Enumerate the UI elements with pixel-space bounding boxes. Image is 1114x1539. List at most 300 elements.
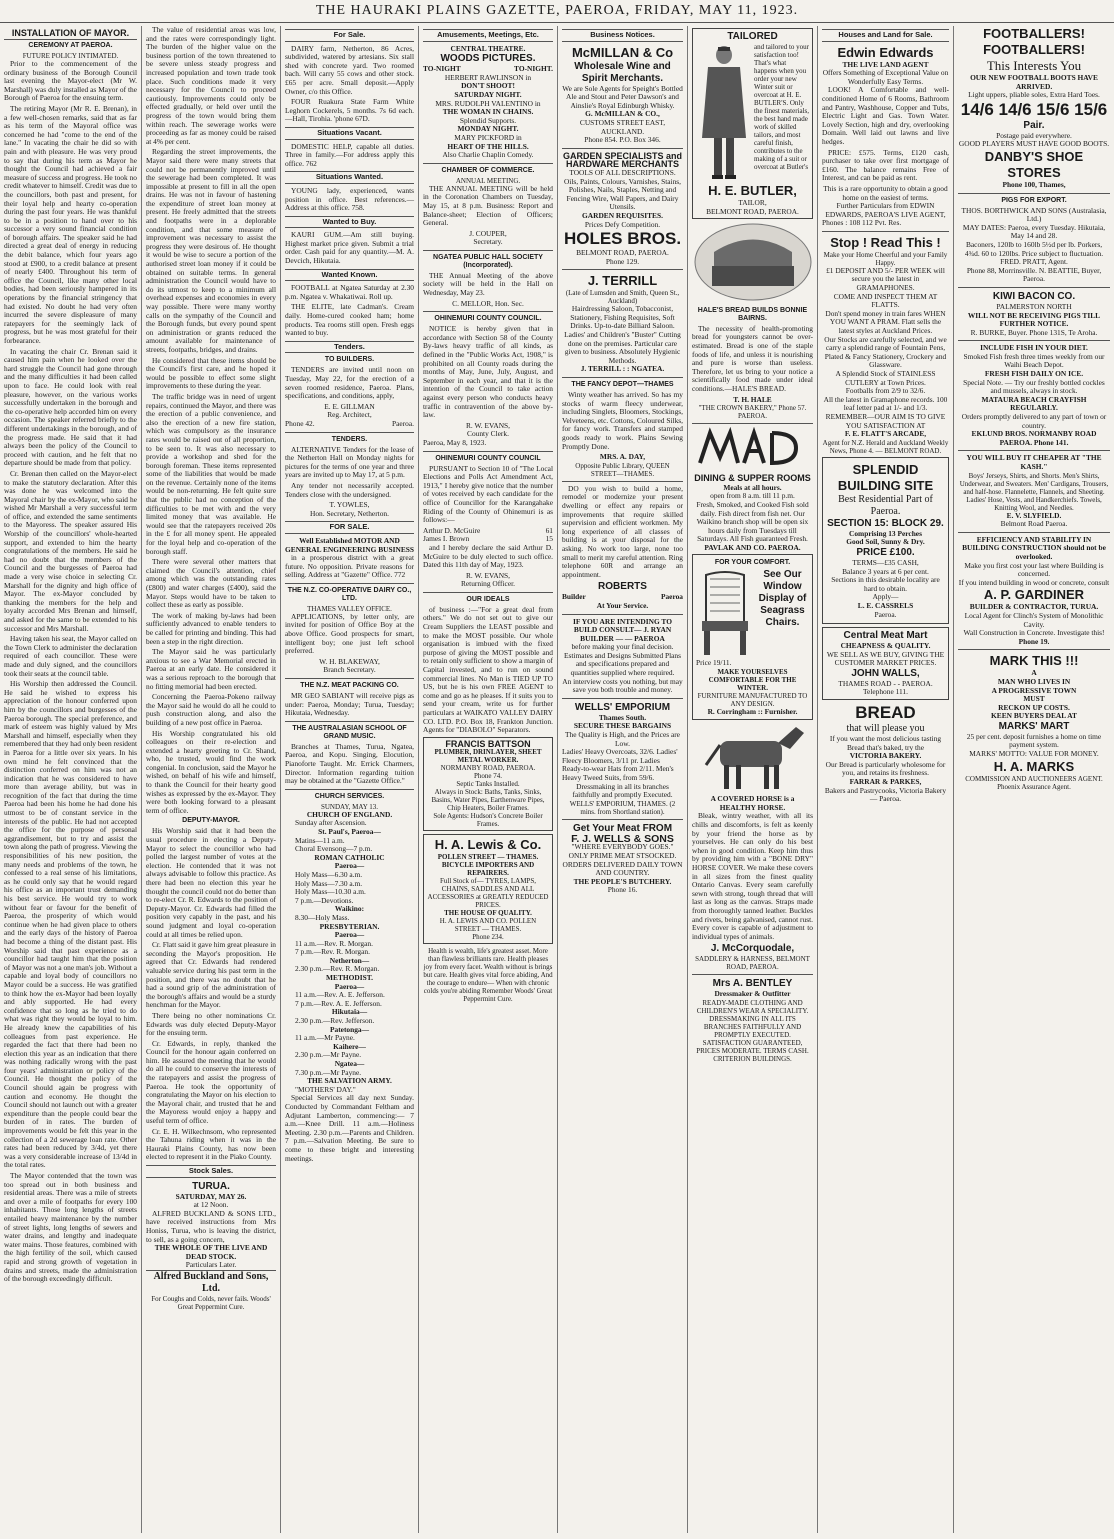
- heart: HEART OF THE HILLS.: [447, 141, 529, 151]
- please: that will please you: [846, 723, 925, 735]
- church-service-line: Paeroa—: [334, 981, 365, 991]
- evans-title: County Clerk.: [467, 429, 509, 439]
- ryan-final: before making your final decision.: [571, 642, 674, 652]
- gillman-place: Paeroa.: [392, 418, 414, 428]
- walls-phone: Telephone 111.: [863, 687, 908, 697]
- deputy-paragraph: Cr. E. H. Wilkechnsom, who represented the Tahuna riding when it was in the Hauraki Plains County, has now been elected to represent it in the Piako County.: [146, 1126, 276, 1162]
- ohin2-b: and I hereby declare the said Arthur D. McGuire to be duly elected to such office. Dated this 11th day of May, 1923.: [423, 542, 553, 570]
- mark-line: A PROGRESSIVE TOWN: [991, 685, 1077, 695]
- article-body: [4, 60, 137, 1284]
- mellor: C. MELLOR, Hon. Sec.: [452, 298, 524, 308]
- ohinemuri-ad: NOTICE is hereby given that in accordance with Section 58 of the County By-laws heavy traffic of all kinds, as defined in the "Public Works Act, 1908," is prohibited on all County roads during the months of May, June, July, August, and September in each year, and that it is the intention of the Council to take action against every person who conducts heavy traffic in contravention of the above by-law.: [423, 324, 553, 420]
- cutlery: A Splendid Stock of STAINLESS CUTLERY at Town Prices.: [835, 369, 936, 387]
- ohinemuri2-ad: PURSUANT to Section 10 of "The Local Elections and Polls Act Amendment Act, 1913," I hereby give notice that the number of votes received by each candidate for the office of Councillor for the Karangahake Riding of the County of Ohinemuri is as follows:—: [423, 463, 553, 525]
- evans: R. W. EVANS,: [465, 420, 510, 430]
- mark-line: MAN WHO LIVES IN: [997, 676, 1071, 686]
- church-service-line: 8.30—Holy Mass.: [295, 912, 350, 922]
- lewis-phone: Phone 234.: [472, 933, 504, 942]
- article-paragraph: His Worship then addressed the Council. He said he wished to express his appreciation of the honour conferred upon him by the councillors and burgesses of the Paeroa borough. The special preference, and mark of esteem was highly valued by Mrs Marshall and himself, especially when they remembered that they had only been resident in Paeroa for a little over six years. In his own mind he felt convinced that the distinction conferred on him was not an indication that he was considered to have more than average ability, but was in recognition of the fact that during the time Paeroa had been his home he had done his utmost to be of constant service in the interests of the public. He had not accepted the office for the purpose of personal aggrandisement, but to try and assist the town along the path of progress. Viewing the responsibilities of his new position, the many needs and problems of the town, he confessed to a real sense of his limitations, as he could only say that he would regard his office as an important trust demanding his best service. He would try to work without fear or favour for the benefit of Paeroa, the prosperity of which would continue when he had given place to others and the early days of the history of Paeroa had become a thing of the distant past. His Worship said that past experience as a councillor had taught him that the position of Mayor was not a one man's job. Without a capable and loyal body of councillors no Mayor could be a success. He was gratified to think how the ex-Mayor had been loyally and ably supported. He had every confidence that so long as he tried to do what was right they would be loyal to him. He already knew the capabilities of his colleagues from past experience. He regarded the fact that there had been no election this year as an indication that there was nothing radically wrong with the past four years' administration or policy of the Council. He thought the policy of the Council should again be progress with caution and economy. He thought the Council should not launch out with a greater expenditure than the people could bear the burden of in rates. The burden of improvements would be felt this year in the collection of a 2d sewerage loan rate. Other rates had been reduced by 3/4d, yet there was a very considerable increase of 13/4d in the total rates.: [4, 679, 137, 1170]
- evans2-title: Returning Officer.: [460, 579, 516, 589]
- marks-mart: MARKS' MART: [998, 720, 1070, 732]
- live-agent: THE LIVE LAND AGENT: [842, 59, 929, 69]
- gillman-title: Reg. Architect,: [327, 410, 372, 420]
- makesure: Make you first cost your last where Building is concerned.: [964, 560, 1104, 579]
- instock: Always in Stock: Baths, Tanks, Sinks, Basins, Water Pipes, Earthenware Pipes, Chip Heaters, Boiler Frames.: [431, 788, 545, 813]
- offers: Offers Something of Exceptional Value on Wonderfully Easy Terms.: [822, 68, 949, 86]
- article-continued: [146, 26, 276, 815]
- players: GOOD PLAYERS MUST HAVE GOOD BOOTS.: [958, 139, 1110, 149]
- tailored: TAILORED: [727, 31, 778, 42]
- church-date: SUNDAY, MAY 13.: [320, 802, 379, 811]
- ifyou: If you intend building in wood or concrete, consult: [958, 577, 1110, 587]
- kash-items: Boys' Jerseys, Shirts, and Shorts. Men's Shirts, Underwear, and Sweaters. Men' Cardigans, Trousers, and half-hose. Flannelette, Flannels, and Sheeting. Ladies' Hose, Vests, and Handkerchiefs. Towels, Knitting Wool, and Needles.: [959, 471, 1109, 512]
- sit-wanted-heading: Situations Wanted.: [285, 171, 414, 184]
- commerce-ad: THE ANNUAL MEETING will be held in the Coronation Chambers on Tuesday, May 15, at 8 p.m. Business: Report and Balance-sheet; Election of Officers; General.: [423, 183, 553, 228]
- marks-deposit: 25 per cent. deposit furnishes a home on time payment system.: [966, 731, 1102, 750]
- church-service-line: Hikutaia—: [331, 1007, 368, 1017]
- prices-defy: Prices Defy Competition.: [584, 219, 661, 229]
- gardiner-wall: Wall Construction in Concrete. Investigate this!: [963, 628, 1105, 638]
- footballers: FOOTBALLERS! FOOTBALLERS!: [983, 26, 1085, 57]
- splendid: SPLENDID BUILDING SITE: [837, 461, 934, 493]
- ryan-sub: BUILDER — — PAEROA: [580, 633, 665, 643]
- headline: INSTALLATION OF MAYOR.: [4, 28, 137, 40]
- battson-sub: PLUMBER, DRINLAYER, SHEET METAL WORKER.: [434, 748, 542, 765]
- kiwi-sub: PALMERSTON NORTH: [996, 301, 1072, 311]
- latest: All the latest in Gramaphone records. 100 leaf letter pad at 1/- and 1/3.: [823, 394, 948, 413]
- ideals-heading: OUR IDEALS: [466, 595, 510, 603]
- column-5: [558, 26, 688, 1533]
- terms: TERMS—£35 CASH,: [852, 557, 919, 567]
- valentino: MRS. RUDOLPH VALENTINO in: [435, 98, 541, 108]
- lewis-box: [423, 834, 553, 944]
- butler: H. E. BUTLER,: [708, 183, 797, 198]
- corringham: R. Corringham :: Furnisher.: [707, 707, 798, 717]
- battson-addr: NORMANBY ROAD, PAEROA.: [440, 764, 536, 773]
- church-service-line: Choral Evensong—7 p.m.: [295, 844, 373, 854]
- article-paragraph: Regarding the street improvements, the Mayor said there were many streets that could not be permanently improved until the sewerage had been completed. It was impossible at present to fill in all the open drains. He was not in favour of hastening the expenditure of street loan money at present. He freely admitted that the streets and footpaths were in a deplorable condition, and that some measure of improvement was necessary to assist the progress they were desirous of. He thought it would be wise to secure a portion of the authorised street loan money if it could be obtained on suitable terms. In general administration the Council would have to do its utmost to keep to a minimum all overhead expenses and economies in every way possible. There were many worthy calls on the sympathy of the Council and the Borough funds, but every pound spent on administration or grants reduced the amount available for maintenance of streets, footpaths, bridges, and drains.: [146, 147, 276, 354]
- church-service-line: Ngatea—: [334, 1059, 365, 1068]
- church-service-line: Waikino:: [334, 904, 365, 914]
- wells-heading: WELLS' EMPORIUM: [574, 701, 671, 713]
- church-service-line: 2.30 p.m.—Rev. Jefferson.: [295, 1016, 375, 1026]
- column-8: [954, 26, 1114, 1533]
- ohinemuri-heading: OHINEMURI COUNTY COUNCIL.: [434, 315, 542, 323]
- rawlinson: HERBERT RAWLINSON in: [444, 72, 532, 82]
- apply: Apply—: [872, 592, 899, 602]
- stock-place: TURUA.: [192, 1180, 230, 1192]
- article-paragraph: He considered that these items should be the Council's first care, and he hoped it would be possible to effect some slight improvements to these during the year.: [146, 355, 276, 391]
- tailored-text: and tailored to your satisfaction too! That's what happens when you order your new Winter suit or overcoat at H. E. BUTLER'S. Only the finest materials, the best hand made work of skilled tailors, and most careful finish, contributes to the making of a suit or overcoat at Butler's: [754, 43, 810, 171]
- wells-foot: WELLS' EMPORIUM, THAMES. (2 mins. from Shortland station).: [569, 799, 676, 816]
- shoot: DON'T SHOOT!: [461, 81, 515, 91]
- dining-heading: DINING & SUPPER ROOMS: [694, 472, 811, 483]
- tenders2-heading: TENDERS.: [331, 435, 368, 443]
- armchair-illustration: [692, 222, 814, 302]
- at-service: At Your Service.: [596, 600, 649, 610]
- annual: ANNUAL MEETING.: [455, 176, 521, 185]
- theatre: CENTRAL THEATRE.: [450, 43, 526, 53]
- tailor: TAILOR,: [738, 198, 767, 207]
- sit-vacant-heading: Situations Vacant.: [285, 127, 414, 140]
- ruakura-ad: FOUR Ruakura State Farm White Leghorn Cockerels, 5 months. 7s 6d each.—Hall, Tirohia. 'phone 67D.: [285, 97, 414, 124]
- baconers: Baconers, 120lb to 160lb 5½d per lb. Porkers, 4¾d. 60 to 120lbs. Price subject to fluctuation.: [964, 239, 1104, 258]
- terrill-body: Hairdressing Saloon, Tobacconist, Stationery, Fishing Requisites, Soft Drinks. Up-to-date Billiard Saloon. Ladies' and Children's "Buster" Cutting done on the premises. Particular care given to business. Absolutely Hygienic Methods.: [564, 304, 681, 365]
- gardiner-phone: Phone 19.: [1018, 636, 1050, 646]
- votes-list: [423, 527, 553, 544]
- flatt-sub: Agent for N.Z. Herald and Auckland Weekly News, Phone 4. — BELMONT ROAD.: [822, 438, 949, 455]
- article-paragraph: Cr. Brenan then called on the Mayor-elect to make the statutory declaration. After this was done he was welcomed into the Mayoral chair by the ex-Mayor, who said he wished Mr Marshall a very successful term of office, and extended the same sentiments to the Mayoress. The speaker assured His Worship of the councillors' whole-hearted support, and extended to him the hearty congratulations of the members. He said he had no doubt that the members of the Council and the burgesses of Paeroa had made a very wise choice in selecting Cr. Marshall for the dignity and high office of Mayor. The ex-Mayor concluded by thanking the members for the help and loyalty accorded Mrs Brenan and himself, and asked for the same to be extended to his successor and Mrs Marshall.: [4, 468, 137, 633]
- interests: This Interests You: [986, 58, 1082, 73]
- column-2: [142, 26, 281, 1533]
- comfort-box: [692, 554, 813, 719]
- mc-addr: CUSTOMS STREET EAST, AUCKLAND.: [579, 117, 666, 136]
- tonight-left: TO-NIGHT: [423, 64, 461, 74]
- postage: Postage paid everywhere.: [996, 130, 1072, 140]
- ice: FRESH FISH DAILY ON ICE.: [984, 369, 1084, 379]
- vote-count: 61: [545, 525, 553, 535]
- interview: An interview costs you nothing, but may save you both trouble and money.: [562, 676, 683, 695]
- holes: HOLES BROS.: [563, 229, 682, 249]
- danby-phone: Phone 100, Thames,: [1002, 179, 1066, 189]
- church-service-line: PRESBYTERIAN.: [319, 921, 380, 931]
- smoked: Smoked Fish fresh three times weekly from our Waihi Beach Depot.: [963, 351, 1105, 370]
- cassrels: L. E. CASSRELS: [857, 600, 914, 610]
- health: Health is wealth, life's greatest asset. More than flawless brilliants rare. Health pleases joy from every facet. Wealth without is brings but care. Health gives vital force abiding, And the courage to endure— When with chronic colds you're abiding Remember Woods' Great Peppermint Cure.: [423, 947, 553, 1004]
- fresh: Fresh, Smoked, and Cooked Fish sold daily. Fish direct from fish net. Our Waikino branch shop will be open six hours daily from Tuesdays till Saturdays. All Fish guaranteed Fresh.: [696, 499, 809, 544]
- church-service-line: Netherton—: [329, 955, 370, 965]
- cosier: MAKE YOURSELVES COMFORTABLE FOR THE WINTER.: [708, 668, 797, 693]
- wholesale: Wholesale Wine and Spirit Merchants.: [574, 60, 671, 84]
- ohin-date: Paeroa, May 8, 1923.: [423, 437, 487, 447]
- church-list: [285, 811, 414, 1095]
- quality-high: The Quality is High, and the Prices are Low.: [565, 730, 680, 748]
- site-box: [822, 457, 949, 624]
- fj-wells: F. J. WELLS & SONS: [571, 832, 674, 845]
- mark-line: MUST: [1023, 694, 1045, 704]
- footballs: Footballs from 2/9 to 32/6.: [845, 386, 926, 396]
- deposit: £1 DEPOSIT AND 5/- PER WEEK will secure you the latest in GRAMAPHONES.: [826, 265, 945, 293]
- business-heading: Business Notices.: [562, 29, 683, 42]
- maydates: MAY DATES: Paeroa, every Tuesday. Hikutaia, May 14 and 28.: [962, 222, 1106, 241]
- meat-heading: THE N.Z. MEAT PACKING CO.: [300, 682, 399, 690]
- gardiner-agent: Local Agent for Clinch's System of Monolithic Cavity.: [964, 610, 1104, 629]
- lewis-foot: H. A. LEWIS AND CO. POLLEN STREET — THAMES.: [439, 917, 537, 934]
- mark-lines: [958, 669, 1110, 721]
- column-6: [688, 26, 818, 1533]
- terrill-sig: J. TERRILL : : NGATEA.: [580, 364, 665, 374]
- church-service-line: Sunday after Ascension.: [295, 818, 367, 828]
- tenders2-b: Any tender not necessarily accepted. Tenders close with the undersigned.: [285, 480, 414, 499]
- music-heading: THE AUSTRALASIAN SCHOOL OF GRAND MUSIC.: [292, 724, 407, 740]
- mad-logo-illustration: [692, 427, 814, 469]
- mark-line: A: [1031, 668, 1037, 678]
- to-builders-heading: TO BUILDERS.: [324, 356, 375, 364]
- terrill: J. TERRILL: [587, 273, 658, 289]
- church-service-line: METHODIST.: [326, 973, 373, 983]
- stock-foot: For Coughs and Colds, never fails. Woods' Great Peppermint Cure.: [151, 1294, 271, 1311]
- pickford: MARY PICKFORD in: [454, 132, 522, 142]
- kash: YOU WILL BUY IT CHEAPER AT "THE KASH.": [966, 453, 1102, 471]
- saturday: SATURDAY NIGHT.: [454, 89, 522, 99]
- central: Central Meat Mart: [843, 630, 928, 642]
- evans2: R. W. EVANS,: [465, 570, 510, 580]
- tenders2-ad: ALTERNATIVE Tenders for the lease of the Netherton Hall on Monday nights for pictures for the terms of one year and three years are invited up to May 17, at 5 p.m.: [285, 444, 414, 480]
- look: LOOK! A Comfortable and well-conditioned Home of 6 Rooms, Bathroom and Pantry, Washhouse, Copper and Tubs, Electric Light and Gas. Town Water. Lovely Section, high and dry, overlooking Domain. Well laid out lawns and live hedges.: [822, 85, 949, 146]
- coop-ad: APPLICATIONS, by letter only, are invited for position of Office Boy at the above Office. Good prospects for smart, intelligent boy; one just left school preferred.: [285, 611, 414, 656]
- church-service-line: 11 a.m.—Rev. R. Morgan.: [295, 938, 373, 948]
- cheap: CHEAPNESS & QUALITY.: [840, 641, 931, 651]
- walls-addr: THAMES ROAD - - PAEROA.: [838, 678, 933, 688]
- bread: BREAD: [855, 703, 916, 723]
- church-service-line: St. Paul's, Paeroa—: [318, 826, 381, 836]
- wanted-known-heading: Wanted Known.: [285, 269, 414, 282]
- wanted-to-buy-heading: Wanted to Buy.: [285, 216, 414, 229]
- flatt: F. E. FLATT'S ARCADE,: [844, 429, 927, 439]
- battson: FRANCIS BATTSON: [445, 738, 531, 749]
- slyfield: E. V. SLYFIELD.: [1006, 510, 1062, 520]
- further: Further Particulars from EDWIN EDWARDS, PAEROA'S LIVE AGENT,: [825, 201, 946, 219]
- wells-sub: Thames South.: [598, 712, 647, 722]
- article-paragraph: Concerning the Paeroa-Pokeno railway the Mayor said he would do all he could to push construction along, and also the building of a new post office in Paeroa.: [146, 692, 276, 727]
- mc-phone: Phone 854. P.O. Box 346.: [584, 135, 661, 145]
- bargains: SECURE THESE BARGAINS: [573, 721, 672, 731]
- article-paragraph: In vacating the chair Cr. Brenan said it caused him pain when he looked over the hard struggle the Council had gone through and the many difficulties it had been called upon to face. He could look with real pleasure, however, on the various works successfully undertaken in the borough and the co-operative help accorded him on every occasion. The speaker referred briefly to the different undertakings in the borough, and of the progress made. He said that it had always been the policy of the Council to proceed with caution, and he felt that no departure should be made from that policy.: [4, 346, 137, 468]
- church-service-line: 11 a.m.—Mr Payne.: [295, 1033, 355, 1043]
- pavlak: PAVLAK AND CO. PAEROA.: [704, 542, 801, 552]
- get-meat: Get Your Meat FROM: [572, 822, 673, 834]
- pratt-phone: Phone 88, Morrinsville. N. BEATTIE, Buyer, Paeroa.: [966, 265, 1102, 284]
- borthwick: THOS. BORTHWICK AND SONS (Australasia, Ltd.): [961, 205, 1107, 224]
- garden-req: GARDEN REQUISITES.: [582, 210, 663, 220]
- price-100: PRICE £100.: [856, 546, 915, 558]
- kiwi: KIWI BACON CO.: [992, 290, 1076, 302]
- sole: Sole Agents: Hudson's Concrete Boiler Frames.: [433, 812, 543, 829]
- vote-count: 15: [545, 534, 553, 544]
- comfort-heading: FOR YOUR COMFORT.: [714, 559, 791, 567]
- mark-line: RECKON UP COSTS.: [998, 702, 1070, 712]
- vote-name: James I. Brown: [423, 534, 470, 544]
- football-ad: FOOTBALL at Ngatea Saturday at 2.30 p.m. Ngatea v. Whakatiwai. Roll up.: [285, 283, 414, 301]
- section: SECTION 15: BLOCK 29.: [827, 517, 944, 529]
- pair: Pair.: [1023, 119, 1045, 131]
- church-service-line: 11 a.m.—Rev. A. E. Jefferson.: [295, 990, 385, 1000]
- stock-sales-heading: Stock Sales.: [146, 1165, 276, 1178]
- salvation-ad: Special Services all day next Sunday. Conducted by Commandant Feltham and Adjutant Lamberton, commencing:— 7 a.m.—Knee Drill. 11 a.m.—Holiness Meeting. 2.30 p.m.—Parents and Children. 7 p.m.—Salvation Meeting. Be sure to come to these bright and interesting meetings.: [285, 1093, 414, 1163]
- chair-price: Price 19/11.: [696, 658, 732, 668]
- sections: Sections in this desirable locality are hard to obtain.: [831, 575, 940, 593]
- bentley: Mrs A. BENTLEY: [712, 978, 793, 990]
- stock-caps: THE WHOLE OF THE LIVE AND DEAD STOCK.: [154, 1243, 268, 1261]
- monday: MONDAY NIGHT.: [457, 124, 519, 134]
- roberts-body: DO you wish to build a home, remodel or modernize your present dwelling or effect any repairs or improvements that require skilled supervision and efficient workmen. My long experience of all classes of building is at your disposal for the asking. No work too large, none too small to merit my careful attention. Ring telephone 60R and arrange an appointment.: [562, 483, 683, 579]
- column-3: [281, 26, 419, 1533]
- sell: WE SELL AS WE BUY, GIVING THE CUSTOMER MARKET PRICES.: [826, 649, 945, 668]
- ideals-ad: of business :—"For a great deal from others." We do not set out to give our Cream Suppliers the LEAST possible and to make the MOST possible. Our whole organisation is imbued with the fixed purpose of giving the MOST possible and to retain only sufficient to show a margin of Capital invested, and to run on sound commercial lines. No Man is TIED UP TO US, but he is his own FREE AGENT to come and go as he pleases. If it suits you to send your cream, write us for further particulars at WAIKATO VALLEY DAIRY CO. LTD. P.O. Box 18, Frankton Junction. Agents for "DIABOLO" Separators.: [423, 604, 553, 735]
- stock-date: SATURDAY, MAY 26.: [175, 1191, 247, 1201]
- deputy-paragraph: Cr. Edwards, in reply, thanked the Council for the honour again conferred on him. He assured the meeting that he would do all he could to conserve the interests of the ratepayers and assist the progress of Paeroa. He took the opportunity of congratulating the Mayor on his election to the Mayoral chair, and trusted that he and the Mayoress would enjoy a happy and useful term of office.: [146, 1038, 276, 1126]
- orders: ORDERS DELIVERED DAILY TOWN AND COUNTRY.: [562, 859, 683, 878]
- article-paragraph: The Mayor contended that the town was too spread out in both business and residential areas. There was a mile of streets and over a mile of footpaths for every 100 inhabitants. Those long lengths of streets entailed heavy maintenance by the number of street lights, long lengths of sewers and water drains, and lengthy and inadequate water mains. Those features, combined with the high fertility of the soil, which caused rapid and strong growth of vegetation in drains and streets, made the administration of the borough exceedingly difficult.: [4, 1171, 137, 1284]
- dairy-farm-ad: DAIRY farm, Netherton, 86 Acres, subdivided, watered by artesians. Six stall shed with concrete yard. Two roomed bach. Will carry 55 cows and other stock. £65 per acre. Small deposit.—Apply Owner, c/o this Office.: [285, 43, 414, 96]
- church-service-line: ROMAN CATHOLIC: [314, 852, 385, 862]
- church-service-line: Kaihere—: [333, 1041, 366, 1051]
- chains: THE WOMAN IN CHAINS.: [442, 107, 534, 117]
- to-builders-ad: TENDERS are invited until noon on Tuesday, May 22, for the erection of a seven roomed residence, Paeroa. Plans, specifications, and conditions, apply,: [285, 365, 414, 401]
- ryan-est: Estimates and Designs Submitted Plans and specifications prepared and quantities supplied where required.: [563, 650, 681, 678]
- gillman-footer: [285, 420, 414, 429]
- builder-label: Builder: [562, 592, 586, 602]
- bread-text-2: Our Bread is particularly wholesome for you, and retains its freshness.: [825, 759, 946, 778]
- church-service-line: 2.30 p.m.—Rev. R. Morgan.: [295, 964, 380, 974]
- rare: This is a rare opportunity to obtain a good home on the easiest of terms.: [823, 183, 948, 202]
- for-sale-2-heading: FOR SALE.: [285, 521, 414, 534]
- stock-firm: Alfred Buckland and Sons, Ltd.: [146, 1270, 276, 1295]
- farrar: FARRAR & PARKES,: [849, 777, 922, 787]
- wicker-chair-illustration: [696, 569, 754, 659]
- deputy-body: [146, 827, 276, 1162]
- quality: THE HOUSE OF QUALITY.: [444, 909, 532, 918]
- septic: Septic Tanks Installed.: [456, 780, 520, 789]
- pigs-heading: PIGS FOR EXPORT.: [1001, 196, 1067, 204]
- coop-heading: THE N.Z. CO-OPERATIVE DAIRY CO., LTD.: [287, 586, 412, 602]
- mark-line: KEEN BUYERS DEAL AT: [991, 711, 1077, 721]
- comfort-text: See Our Window Display of Seagrass Chairs.: [758, 569, 807, 629]
- horse: Bleak, wintry weather, with all its chills and discomforts, is felt as keenly by your friend the horse as by yourselves. He can only do his best when in good condition. Keep him thus by providing him with a "BONE DRY" HORSE COVER. We make these covers in all sizes from the finest quality Ontario Canvas. Every seam carefully sewn with strong, tough thread that will last as long as the canvas. Straps made from thoroughly tanned leather. Buckles and rivets, being galvanised, cannot rust. Every cover is capable of adjustment to individual types of animals.: [692, 811, 813, 941]
- crockery: Our Stocks are carefully selected, and we carry a splendid range of Fountain Pens, Plated & Fancy Stationery, Crockery and Glassware.: [824, 334, 947, 370]
- light: Light uppers, pliable soles, Extra Hard Toes.: [968, 90, 1100, 100]
- splendid: Splendid Supports.: [459, 115, 517, 125]
- stock-later: Particulars Later.: [185, 1260, 237, 1270]
- mccorq-sub: SADDLERY & HARNESS, BELMONT ROAD, PAEROA.: [695, 955, 810, 972]
- gardiner-sub: BUILDER & CONTRACTOR, TURUA.: [969, 602, 1099, 612]
- agents: We are Sole Agents for Speight's Bottled Ale and Stout and Peter Dawson's and Ainslie's Royal Edinburgh Whisky.: [562, 83, 683, 110]
- houses-heading: Houses and Land for Sale.: [822, 29, 949, 42]
- fj-phone: Phone 16.: [607, 885, 638, 895]
- prime: ONLY PRIME MEAT STSOCKED.: [568, 850, 677, 860]
- blakeway-title: Branch Secretary.: [323, 665, 376, 675]
- bicycle: BICYCLE IMPORTERS AND REPAIRERS.: [441, 861, 535, 878]
- remember: REMEMBER—OUR AIM IS TO GIVE YOU SATISFACTION AT: [825, 411, 946, 430]
- church-service-line: Matins—11 a.m.: [295, 835, 345, 845]
- ha-marks: H. A. MARKS: [993, 758, 1075, 774]
- orders: Orders promptly delivered to any part of town or country.: [961, 412, 1107, 430]
- balance: Balance 3 years at 6 per cent.: [842, 566, 929, 576]
- lewis-addr: POLLEN STREET — THAMES.: [437, 853, 539, 862]
- for-sale-heading: For Sale.: [285, 29, 414, 42]
- article-paragraph: The value of residential areas was low, and the rates were correspondingly light. The burden of the higher value on the business portion of the town threatened to be severe unless steady progress and increased population and town trade took place. Such conditions made it very necessary for the Council to proceed cautiously. Improvements could only be effected gradually, or held over until the progress of the town would bring them within reach. The sewerage works were proceeding as far as money could be raised at 4% per cent.: [146, 26, 276, 146]
- stock-time: at 12 Noon.: [193, 1200, 229, 1210]
- fish: INCLUDE FISH IN YOUR DIET.: [980, 343, 1088, 353]
- slyfield-addr: Belmont Road Paeroa.: [1000, 519, 1068, 529]
- marks-motto: MARKS' MOTTO: VALUE FOR MONEY.: [969, 749, 1099, 759]
- article-paragraph: The retiring Mayor (Mr R. E. Brenan), in a few well-chosen remarks, said that as far as his term of the Mayoral office was concerned he had "come to the end of the lane." In vacating the chair he did so with pain and with pleasure. He was very proud to say that during his term as Mayor he thought the Council had achieved a fair measure of success and progress. He took no credit whatever to himself. Credit was due to the councillors, both past and present, for their loyal help and hearty co-operation during the past four years. He was thankful to be in a position to hand over to his successor a very sound financial condition of borough affairs. The speaker said he had directed a great deal of energy in reducing the debit balance, which four years ago stood at £900, to a credit balance at present of nearly £400. Throughout his term of office the Council, like many other local bodies, had been seriously hampered in its operations by the financial stringency that had existed. No doubt he had very often incurred the severe displeasure of many ratepayers for the seemingly lack of progress, but he was most grateful for their forbearance.: [4, 103, 137, 345]
- boot-prices: 14/6 14/6 15/6 15/6: [960, 99, 1108, 119]
- pratt: FRED. PRATT, Agent.: [1000, 257, 1068, 267]
- battson-box: [423, 737, 553, 832]
- church-service-line: Paeroa—: [334, 930, 365, 940]
- tools: TOOLS OF ALL DESCRIPTIONS.: [569, 167, 676, 177]
- butchery: THE PEOPLE'S BUTCHERY.: [573, 876, 672, 886]
- meat-ad: MR GEO SABIANT will receive pigs as under: Paeroa, Monday; Turua, Tuesday; Hikutaia, Wednesday.: [285, 691, 414, 718]
- everybody: "WHERE EVERYBODY GOES.": [571, 842, 674, 852]
- motor-ad: in a prosperous district with a great future. No opposition. Private reasons for selling. Address at "Gazette" Office. 772: [285, 553, 414, 580]
- burke: R. BURKE, Buyer. Phone 131S, Te Aroha.: [970, 327, 1098, 337]
- hale-sub: "THE CROWN BAKERY," Phone 57. PAEROA.: [698, 404, 807, 421]
- butler-box: [692, 28, 813, 219]
- subhead: CEREMONY AT PAEROA.: [28, 42, 113, 49]
- ngatea-ad: THE Annual Meeting of the above society will be held in the Hall on Wednesday, May 23.: [423, 270, 553, 298]
- blakeway: W. H. BLAKEWAY,: [319, 656, 380, 666]
- goodsoil: Good Soil, Sunny & Dry.: [846, 537, 925, 547]
- music-ad: Branches at Thames, Turua, Ngatea, Paeroa, and Kopu. Singing, Elocution, Pianoforte Taught. Mr. Errick Charmers, Director. Information regarding tuition may be obtained at the "Gazette Office.": [285, 741, 414, 786]
- amusements-heading: Amusements, Meetings, Etc.: [423, 29, 553, 42]
- farrar-sub: Bakers and Pastrycooks, Victoria Bakery — Paeroa.: [824, 785, 947, 804]
- tenders-heading: Tenders.: [285, 341, 414, 354]
- church-service-line: CHURCH OF ENGLAND.: [306, 809, 393, 819]
- special: Special Note. — Try our freshly bottled cockles and mussels, always in stock.: [963, 377, 1105, 396]
- depot-heading: THE FANCY DEPOT—THAMES: [571, 381, 674, 389]
- horse-caption: A COVERED HORSE is a HEALTHY HORSE.: [710, 794, 795, 812]
- church-service-line: Holy Mass—6.30 a.m.: [295, 869, 363, 879]
- garden-heading: GARDEN SPECIALISTS and HARDWARE MERCHANTS: [562, 150, 682, 170]
- pram: Don't spend money in train fares WHEN YOU WANT A PRAM. Flatt sells the latest styles at Auckland Prices.: [825, 308, 946, 336]
- article-paragraph: The Mayor said he was particularly anxious to see a War Memorial erected in Paeroa at an early date. He considered it was a serious reproach to the borough that no fitting memorial had been erected.: [146, 647, 276, 691]
- mcmillan: McMILLAN & Co: [571, 44, 674, 60]
- article-paragraph: His Worship congratulated his old colleagues on their re-election and extended a hearty greeting to Cr. Shand, who, he trusted, would find the work congenial. In conclusion, said the Mayor he wished, on behalf of his wife and himself, to thank the Council for their hearty good wishes as expressed by the ex-Mayor. They were both looking forward to a pleasant term of office.: [146, 728, 276, 815]
- mc-sig: G. McMILLAN & CO.,: [585, 109, 660, 119]
- article-paragraph: The work of making by-laws had been sufficiently advanced to enable tenders to be called for printing and binding. This had been a step in the right direction.: [146, 610, 276, 646]
- hale-sig: T. H. HALE: [733, 394, 772, 404]
- tonight-right: TO-NIGHT.: [514, 64, 553, 74]
- lewis: H. A. Lewis & Co.: [434, 837, 542, 853]
- article-paragraph: The traffic bridge was in need of urgent repairs, continued the Mayor, and there was the erection of a public convenience, and also the erection of a new fire station, which was compulsory as the insurance rates would be raised out of all proportion, to be seen to. It was also necessary to provide a workshop and shed for the borough foreman. These items represented some of the liabilities that would be made on the revenue. Certainly none of the items would be non-returning. He felt quite sure that the public had no conception of the difficulties to be met with and the very limited money that was available. He would see that the ratepayers received 20s in the £ for all money spent. He appealed for the loyal help and co-operation of the borough staff.: [146, 391, 276, 556]
- church-service-line: "MOTHERS' DAY.": [295, 1084, 356, 1094]
- cassrels-place: Paeroa.: [874, 609, 897, 619]
- deputy-paragraph: His Worship said that it had been the usual procedure in electing a Deputy-Mayor to select the councillor who had polled the largest number of votes at the election. He contended that it was not always advisable to follow this practice. As there had been no election this year he thought the council could not do better than to re-elect Cr. R. Edwards to the position of Deputy-Mayor. Cr. Edwards had filled the position very capably in the past, and his sound judgment and loyal co-operation could at all times be relied upon.: [146, 826, 276, 939]
- church-service-line: 7 p.m.—Rev. A. E. Jefferson.: [295, 998, 382, 1008]
- eklund: EKLUND BROS. NORMANBY ROAD PAEROA. Phone 141.: [971, 429, 1097, 447]
- church-service-line: THE SALVATION ARMY.: [307, 1076, 392, 1086]
- bentley-body: READY-MADE CLOTHING AND CHILDREN'S WEAR A SPECIALITY. DRESSMAKING IN ALL ITS BRANCHES FAITHFULLY AND PROMPTLY EXECUTED.: [696, 998, 809, 1039]
- victoria: VICTORIA BAKERY.: [849, 751, 922, 761]
- couper-title: Secretary.: [473, 237, 503, 247]
- meals: Meals at all hours.: [723, 482, 782, 492]
- depot-sig: MRS. A. DAY,: [599, 452, 646, 462]
- covered-horse-illustration: [692, 723, 814, 793]
- terrill-sub: (Late of Lumsden and Smith, Queen St., Auckland): [565, 289, 680, 306]
- mark-this: MARK THIS !!!: [989, 653, 1079, 669]
- ryan-heading: IF YOU ARE INTENDING TO BUILD CONSULT— J. RYAN: [573, 616, 672, 635]
- deputy-heading: DEPUTY-MAYOR.: [182, 817, 240, 825]
- oils: Oils, Paints, Colours, Varnishes, Stains, Polishes, Nails, Staples, Netting and Fencing Wire, Wall Papers, and Dairy Utensils.: [563, 176, 682, 212]
- yowles: T. YOWLES,: [329, 500, 370, 510]
- gardiner: A. P. GARDINER: [983, 587, 1085, 603]
- motor-business: Well Established MOTOR AND GENERAL ENGINEERING BUSINESS: [285, 535, 414, 554]
- column-1: [0, 26, 142, 1533]
- meat-mart-box: [822, 627, 949, 700]
- church-service-line: Paeroa—: [334, 861, 365, 871]
- kauri-ad: KAURI GUM.—Am still buying. Highest market price given. Submit a trial order. Cash paid for any quantity.—M. A. Devcich, Hikutaia.: [285, 230, 414, 266]
- church-service-line: 7.30 p.m.—Mr Payne.: [295, 1067, 362, 1077]
- young-lady-ad: YOUNG lady, experienced, wants position in office. Best references.—Address at this office. 758.: [285, 185, 414, 213]
- edwin: Edwin Edwards: [837, 44, 934, 60]
- stop-sub: Make your Home Cheerful and your Family Happy.: [823, 250, 948, 267]
- bentley-sub: Dressmaker & Outfitter: [714, 989, 791, 999]
- hale-heading: HALE'S BREAD BUILDS BONNIE BAIRNS.: [697, 306, 808, 322]
- best: Best Residential Part of Paeroa.: [838, 493, 933, 517]
- gillman-phone: Phone 42.: [285, 418, 315, 428]
